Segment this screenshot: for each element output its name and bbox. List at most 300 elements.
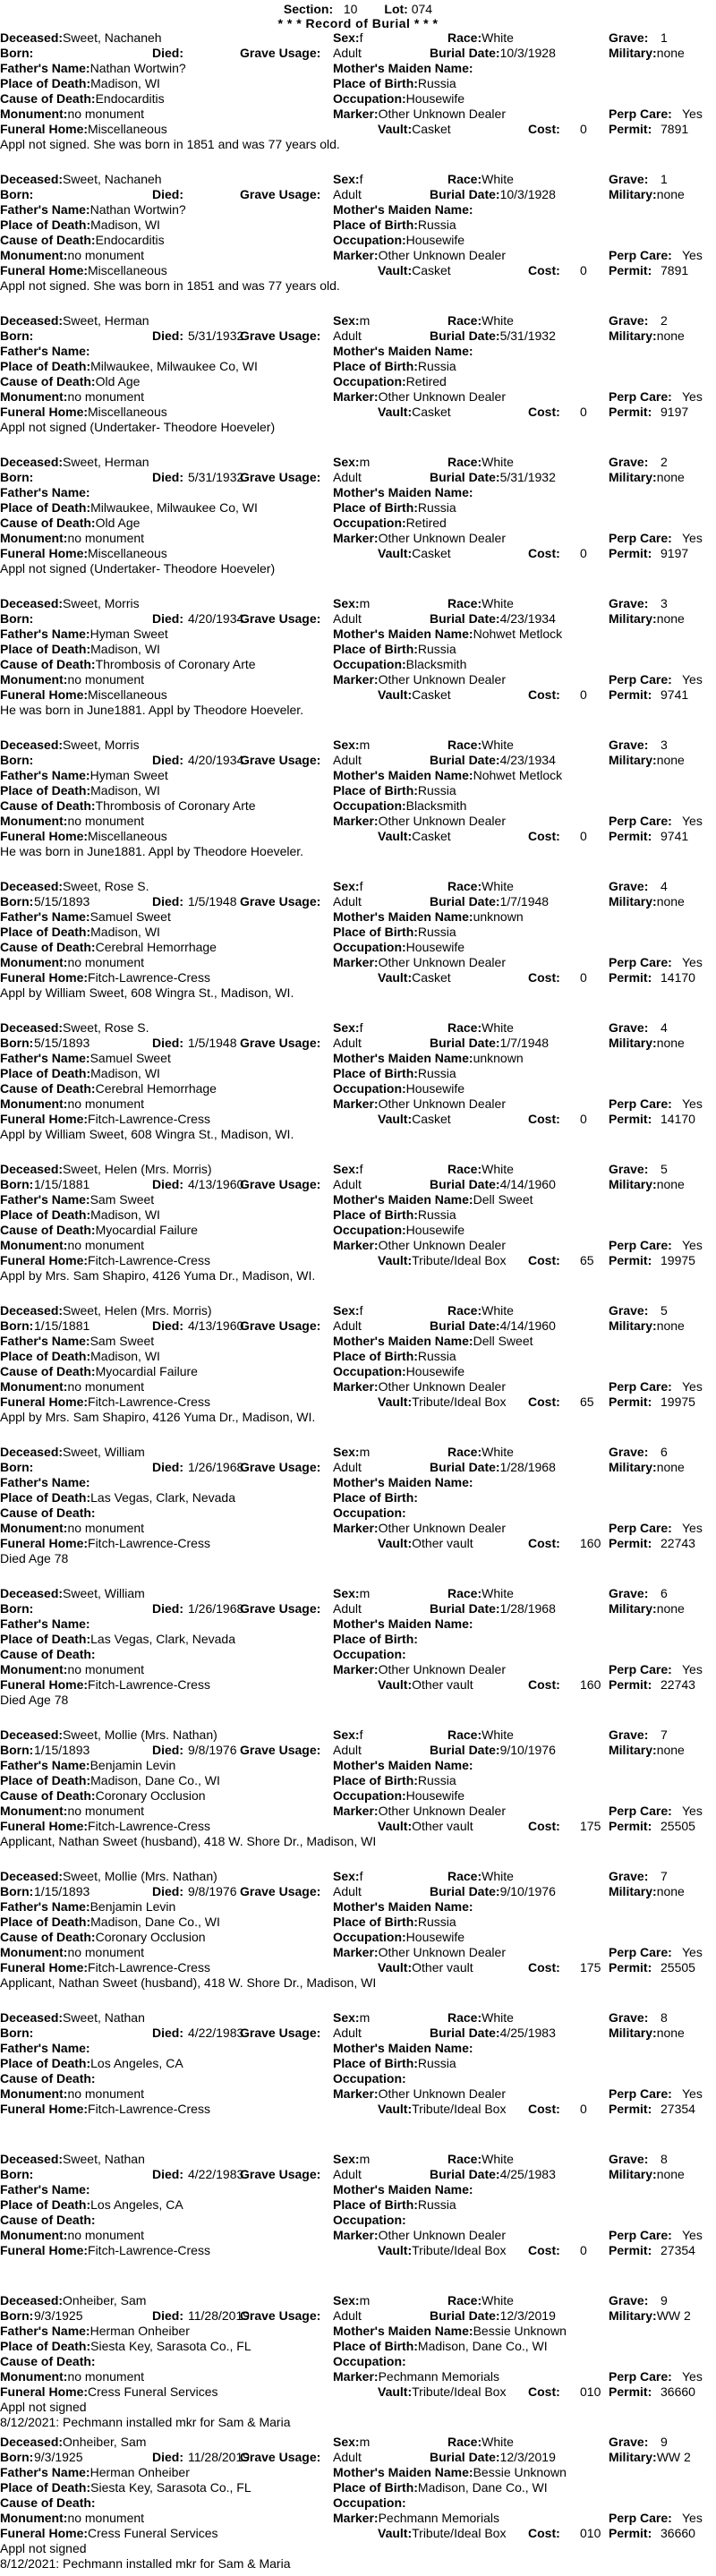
record-note: Appl not signed (Undertaker- Theodore Hoeveler) — [0, 561, 276, 576]
cause-value: Old Age — [95, 516, 141, 530]
funeral-home-field — [0, 1253, 210, 1268]
father-value: Samuel Sweet — [90, 1051, 171, 1065]
father-field — [0, 2041, 90, 2056]
burial-record — [0, 2293, 716, 2435]
place-death-field — [0, 359, 258, 374]
died-label: Died: — [152, 753, 183, 767]
place-death-field — [0, 925, 160, 940]
place-birth-field — [333, 2480, 548, 2495]
monument-value: no monument — [67, 1521, 145, 1535]
cause-field — [0, 1364, 198, 1379]
father-field — [0, 2324, 190, 2339]
race-label: Race: — [448, 596, 482, 610]
race-label: Race: — [448, 1303, 482, 1318]
place-death-value: Madison, WI — [90, 642, 160, 656]
burial-date-label: Burial Date: — [430, 1177, 500, 1191]
died-field — [152, 1036, 237, 1051]
funeral-home-field — [0, 1395, 210, 1410]
grave-usage-value: Adult — [333, 2308, 362, 2323]
grave-label: Grave: — [609, 1727, 649, 1742]
funeral-home-label: Funeral Home: — [0, 1960, 89, 1975]
funeral-home-value: Miscellaneous — [88, 263, 167, 277]
permit-field — [609, 1395, 695, 1410]
marker-value: Other Unknown Dealer — [378, 389, 506, 404]
funeral-home-label: Funeral Home: — [0, 405, 89, 419]
mother-value: unknown — [473, 1051, 524, 1065]
record-line — [0, 2384, 716, 2400]
race-value: White — [482, 1020, 514, 1035]
military-label: Military: — [609, 2450, 657, 2464]
record-line — [0, 248, 716, 263]
cause-label: Cause of Death: — [0, 2213, 96, 2227]
grave-usage-field — [240, 1884, 362, 1899]
vault-value: Casket — [412, 122, 451, 136]
cause-field — [0, 1081, 217, 1096]
place-death-value: Milwaukee, Milwaukee Co, WI — [90, 500, 258, 515]
place-birth-field — [333, 359, 456, 374]
record-line — [0, 879, 716, 894]
cost-label: Cost: — [528, 546, 560, 560]
grave-label: Grave: — [609, 596, 649, 610]
sex-label: Sex: — [333, 2010, 360, 2025]
permit-field — [609, 2526, 695, 2541]
cost-field — [528, 546, 587, 561]
mother-field — [333, 1051, 524, 1066]
vault-field — [378, 122, 451, 137]
grave-usage-value: Adult — [333, 2450, 362, 2464]
deceased-value: Sweet, Herman — [63, 313, 149, 328]
cause-label: Cause of Death: — [0, 233, 96, 247]
occupation-label: Occupation: — [333, 2495, 406, 2510]
marker-label: Marker: — [333, 2228, 379, 2242]
record-line — [0, 909, 716, 925]
born-label: Born: — [0, 1743, 34, 1757]
place-birth-field — [333, 1349, 456, 1364]
permit-field — [609, 1253, 695, 1268]
perp-care-field — [609, 1804, 703, 1819]
record-line — [0, 814, 716, 829]
grave-usage-field — [240, 1460, 362, 1475]
monument-label: Monument: — [0, 389, 68, 404]
born-field — [0, 1743, 90, 1758]
cause-field — [0, 233, 165, 248]
permit-label: Permit: — [609, 2384, 652, 2399]
record-line — [0, 172, 716, 187]
born-field — [0, 611, 33, 627]
record-line — [0, 1960, 716, 1975]
grave-field — [609, 738, 668, 753]
perp-care-field — [609, 955, 703, 970]
record-note: Appl by Mrs. Sam Shapiro, 4126 Yuma Dr., Madison, WI. — [0, 1268, 316, 1283]
vault-value: Other vault — [412, 1819, 473, 1833]
cost-label: Cost: — [528, 687, 560, 702]
race-field — [448, 2152, 514, 2167]
cost-value: 0 — [580, 829, 587, 843]
military-value: WW 2 — [656, 2308, 691, 2323]
born-label: Born: — [0, 1884, 34, 1898]
perp-care-value: Yes — [682, 955, 703, 969]
permit-field — [609, 1677, 695, 1693]
father-value: Herman Onheiber — [90, 2465, 190, 2479]
record-line — [0, 500, 716, 516]
record-line — [0, 2450, 716, 2465]
permit-value: 22743 — [661, 1677, 695, 1692]
occupation-value: Housewife — [405, 1930, 465, 1944]
mother-label: Mother's Maiden Name: — [333, 1051, 473, 1065]
burial-date-label: Burial Date: — [430, 894, 500, 908]
military-value: none — [656, 1884, 685, 1898]
place-birth-label: Place of Birth: — [333, 218, 418, 232]
record-line — [0, 2010, 716, 2026]
mother-field — [333, 1899, 473, 1915]
mother-label: Mother's Maiden Name: — [333, 1616, 473, 1631]
race-value: White — [482, 738, 514, 752]
cost-label: Cost: — [528, 1536, 560, 1550]
place-death-value: Las Vegas, Clark, Nevada — [90, 1632, 236, 1646]
record-line — [0, 642, 716, 657]
place-birth-value: Russia — [417, 1773, 456, 1787]
monument-label: Monument: — [0, 1521, 68, 1535]
occupation-field — [333, 1223, 465, 1238]
race-field — [448, 1586, 514, 1601]
place-birth-value: Russia — [417, 1349, 456, 1363]
cost-label: Cost: — [528, 1677, 560, 1692]
cost-field — [528, 2526, 601, 2541]
deceased-label: Deceased: — [0, 738, 64, 752]
military-field — [609, 1036, 685, 1051]
funeral-home-value: Miscellaneous — [88, 405, 167, 419]
occupation-field — [333, 2213, 406, 2228]
cost-field — [528, 829, 587, 844]
occupation-label: Occupation: — [333, 1364, 406, 1378]
perp-care-label: Perp Care: — [609, 1096, 672, 1111]
mother-field — [333, 768, 562, 783]
race-value: White — [482, 172, 514, 186]
military-label: Military: — [609, 2308, 657, 2323]
father-field — [0, 485, 90, 500]
race-label: Race: — [448, 2010, 482, 2025]
place-death-value: Milwaukee, Milwaukee Co, WI — [90, 359, 258, 373]
burial-record — [0, 1727, 716, 1869]
cost-label: Cost: — [528, 2102, 560, 2116]
record-line — [0, 2182, 716, 2197]
born-label: Born: — [0, 2026, 34, 2040]
cost-label: Cost: — [528, 263, 560, 277]
cost-value: 010 — [580, 2384, 601, 2399]
perp-care-label: Perp Care: — [609, 1945, 672, 1959]
perp-care-value: Yes — [682, 1804, 703, 1818]
place-death-field — [0, 2339, 251, 2354]
occupation-field — [333, 374, 447, 389]
perp-care-label: Perp Care: — [609, 1379, 672, 1394]
funeral-home-value: Fitch-Lawrence-Cress — [88, 1819, 210, 1833]
father-label: Father's Name: — [0, 1758, 90, 1772]
funeral-home-label: Funeral Home: — [0, 970, 89, 985]
record-line — [0, 1758, 716, 1773]
sex-field — [333, 2152, 370, 2167]
died-field — [152, 611, 244, 627]
cause-value: Endocarditis — [95, 233, 165, 247]
died-value: 1/5/1948 — [188, 894, 237, 908]
funeral-home-field — [0, 970, 210, 985]
mother-field — [333, 627, 562, 642]
cost-value: 160 — [580, 1536, 601, 1550]
marker-value: Other Unknown Dealer — [378, 1945, 506, 1959]
lot-field — [384, 2, 432, 16]
father-field — [0, 202, 186, 218]
place-birth-field — [333, 500, 456, 516]
grave-usage-label: Grave Usage: — [240, 470, 321, 484]
born-label: Born: — [0, 1318, 34, 1333]
occupation-label: Occupation: — [333, 1081, 406, 1096]
cost-value: 0 — [580, 263, 587, 277]
cost-label: Cost: — [528, 405, 560, 419]
military-value: none — [656, 1743, 685, 1757]
perp-care-value: Yes — [682, 248, 703, 262]
grave-usage-value: Adult — [333, 1036, 362, 1050]
father-label: Father's Name: — [0, 2041, 90, 2055]
perp-care-label: Perp Care: — [609, 1804, 672, 1818]
place-death-label: Place of Death: — [0, 359, 91, 373]
sex-field — [333, 879, 362, 894]
grave-label: Grave: — [609, 2435, 649, 2449]
vault-value: Casket — [412, 546, 451, 560]
monument-label: Monument: — [0, 1238, 68, 1252]
deceased-value: Sweet, William — [63, 1445, 145, 1459]
marker-field — [333, 1521, 506, 1536]
vault-value: Casket — [412, 263, 451, 277]
father-label: Father's Name: — [0, 909, 90, 924]
father-label: Father's Name: — [0, 1899, 90, 1914]
burial-date-value: 4/23/1934 — [499, 753, 556, 767]
marker-label: Marker: — [333, 531, 379, 545]
military-field — [609, 611, 685, 627]
grave-value: 4 — [661, 1020, 668, 1035]
military-label: Military: — [609, 187, 657, 201]
burial-date-label: Burial Date: — [430, 2450, 500, 2464]
deceased-field — [0, 313, 149, 328]
grave-field — [609, 313, 668, 328]
father-value: Samuel Sweet — [90, 909, 171, 924]
marker-label: Marker: — [333, 1521, 379, 1535]
monument-field — [0, 248, 144, 263]
funeral-home-field — [0, 2526, 218, 2541]
permit-value: 14170 — [661, 970, 695, 985]
burial-record — [0, 2435, 716, 2576]
cause-field — [0, 1788, 206, 1804]
burial-date-value: 12/3/2019 — [499, 2450, 556, 2464]
sex-value: m — [359, 2152, 371, 2166]
permit-field — [609, 122, 689, 137]
born-field — [0, 2167, 33, 2182]
grave-label: Grave: — [609, 30, 649, 45]
record-line — [0, 798, 716, 814]
place-birth-value: Russia — [417, 359, 456, 373]
father-value: Hyman Sweet — [90, 768, 168, 782]
burial-date-label: Burial Date: — [430, 1460, 500, 1474]
grave-label: Grave: — [609, 2152, 649, 2166]
funeral-home-label: Funeral Home: — [0, 1395, 89, 1409]
cause-field — [0, 2213, 96, 2228]
marker-label: Marker: — [333, 1945, 379, 1959]
perp-care-value: Yes — [682, 1521, 703, 1535]
permit-label: Permit: — [609, 1536, 652, 1550]
cause-value: Cerebral Hemorrhage — [95, 1081, 217, 1096]
deceased-field — [0, 1020, 149, 1036]
vault-label: Vault: — [378, 829, 413, 843]
occupation-field — [333, 940, 465, 955]
mother-field — [333, 202, 473, 218]
cost-value: 0 — [580, 687, 587, 702]
occupation-label: Occupation: — [333, 2071, 406, 2086]
cost-value: 175 — [580, 1960, 601, 1975]
perp-care-label: Perp Care: — [609, 672, 672, 687]
burial-date-value: 4/14/1960 — [499, 1177, 556, 1191]
born-value: 9/3/1925 — [34, 2450, 83, 2464]
record-line — [0, 829, 716, 844]
mother-value: Nohwet Metlock — [473, 768, 563, 782]
funeral-home-label: Funeral Home: — [0, 1819, 89, 1833]
permit-value: 9197 — [661, 546, 689, 560]
record-line — [0, 359, 716, 374]
burial-date-value: 10/3/1928 — [499, 187, 556, 201]
funeral-home-field — [0, 687, 167, 703]
military-label: Military: — [609, 1460, 657, 1474]
funeral-home-field — [0, 829, 167, 844]
military-value: none — [656, 1601, 685, 1616]
place-birth-field — [333, 925, 456, 940]
burial-date-label: Burial Date: — [430, 470, 500, 484]
burial-record — [0, 172, 716, 313]
marker-field — [333, 2369, 499, 2384]
died-label: Died: — [152, 1460, 183, 1474]
occupation-field — [333, 91, 465, 107]
race-field — [448, 2010, 514, 2026]
deceased-field — [0, 738, 140, 753]
monument-field — [0, 1521, 144, 1536]
race-value: White — [482, 1869, 514, 1883]
race-field — [448, 1020, 514, 1036]
burial-record — [0, 1445, 716, 1586]
occupation-value: Blacksmith — [405, 798, 467, 813]
race-label: Race: — [448, 30, 482, 45]
grave-usage-field — [240, 2167, 362, 2182]
burial-date-value: 1/7/1948 — [499, 894, 550, 908]
born-label: Born: — [0, 187, 34, 201]
cost-value: 0 — [580, 122, 587, 136]
race-label: Race: — [448, 1020, 482, 1035]
race-value: White — [482, 1727, 514, 1742]
occupation-label: Occupation: — [333, 1506, 406, 1520]
died-label: Died: — [152, 1743, 183, 1757]
sex-value: m — [359, 738, 371, 752]
monument-field — [0, 107, 144, 122]
father-field — [0, 61, 186, 76]
died-field — [152, 1177, 244, 1192]
cause-field — [0, 2071, 96, 2086]
marker-label: Marker: — [333, 955, 379, 969]
cost-field — [528, 1253, 594, 1268]
vault-label: Vault: — [378, 1536, 413, 1550]
record-line — [0, 218, 716, 233]
mother-value: Bessie Unknown — [473, 2465, 567, 2479]
record-line — [0, 1677, 716, 1693]
grave-field — [609, 1020, 668, 1036]
grave-usage-value: Adult — [333, 894, 362, 908]
place-birth-label: Place of Birth: — [333, 1066, 418, 1080]
born-field — [0, 894, 90, 909]
perp-care-value: Yes — [682, 1096, 703, 1111]
perp-care-field — [609, 107, 703, 122]
place-death-label: Place of Death: — [0, 1490, 91, 1505]
born-label: Born: — [0, 46, 34, 60]
vault-field — [378, 1819, 473, 1834]
grave-value: 8 — [661, 2010, 668, 2025]
vault-value: Other vault — [412, 1677, 473, 1692]
cost-label: Cost: — [528, 1395, 560, 1409]
funeral-home-label: Funeral Home: — [0, 263, 89, 277]
died-value: 9/8/1976 — [188, 1884, 237, 1898]
born-label: Born: — [0, 753, 34, 767]
place-death-field — [0, 1915, 220, 1930]
sex-field — [333, 455, 370, 470]
perp-care-field — [609, 1945, 703, 1960]
monument-field — [0, 1804, 144, 1819]
burial-date-field — [430, 753, 556, 768]
record-note: He was born in June1881. Appl by Theodore Hoeveler. — [0, 703, 304, 717]
military-field — [609, 1318, 685, 1334]
monument-value: no monument — [67, 1238, 145, 1252]
mother-label: Mother's Maiden Name: — [333, 909, 473, 924]
perp-care-field — [609, 2086, 703, 2102]
died-label: Died: — [152, 894, 183, 908]
died-value: 1/5/1948 — [188, 1036, 237, 1050]
mother-field — [333, 2041, 473, 2056]
military-label: Military: — [609, 2026, 657, 2040]
mother-field — [333, 1192, 533, 1207]
cause-label: Cause of Death: — [0, 940, 96, 954]
perp-care-field — [609, 248, 703, 263]
permit-field — [609, 687, 689, 703]
grave-field — [609, 2152, 668, 2167]
burial-date-field — [430, 611, 556, 627]
marker-field — [333, 2511, 499, 2526]
cost-field — [528, 405, 587, 420]
record-line — [0, 1647, 716, 1662]
cause-label: Cause of Death: — [0, 1081, 96, 1096]
perp-care-label: Perp Care: — [609, 2228, 672, 2242]
race-field — [448, 596, 514, 611]
military-field — [609, 187, 685, 202]
permit-field — [609, 546, 689, 561]
burial-date-field — [430, 328, 556, 344]
deceased-value: Sweet, Mollie (Mrs. Nathan) — [63, 1727, 217, 1742]
died-field — [152, 1460, 244, 1475]
record-line — [0, 1162, 716, 1177]
deceased-value: Sweet, Rose S. — [63, 1020, 149, 1035]
deceased-label: Deceased: — [0, 1020, 64, 1035]
grave-field — [609, 1445, 668, 1460]
place-death-field — [0, 1349, 160, 1364]
place-death-field — [0, 1632, 235, 1647]
record-line — [0, 1819, 716, 1834]
died-label: Died: — [152, 187, 183, 201]
grave-field — [609, 2293, 668, 2308]
cost-value: 0 — [580, 1112, 587, 1126]
marker-value: Other Unknown Dealer — [378, 1096, 506, 1111]
record-line — [0, 1036, 716, 1051]
record-line — [0, 405, 716, 420]
